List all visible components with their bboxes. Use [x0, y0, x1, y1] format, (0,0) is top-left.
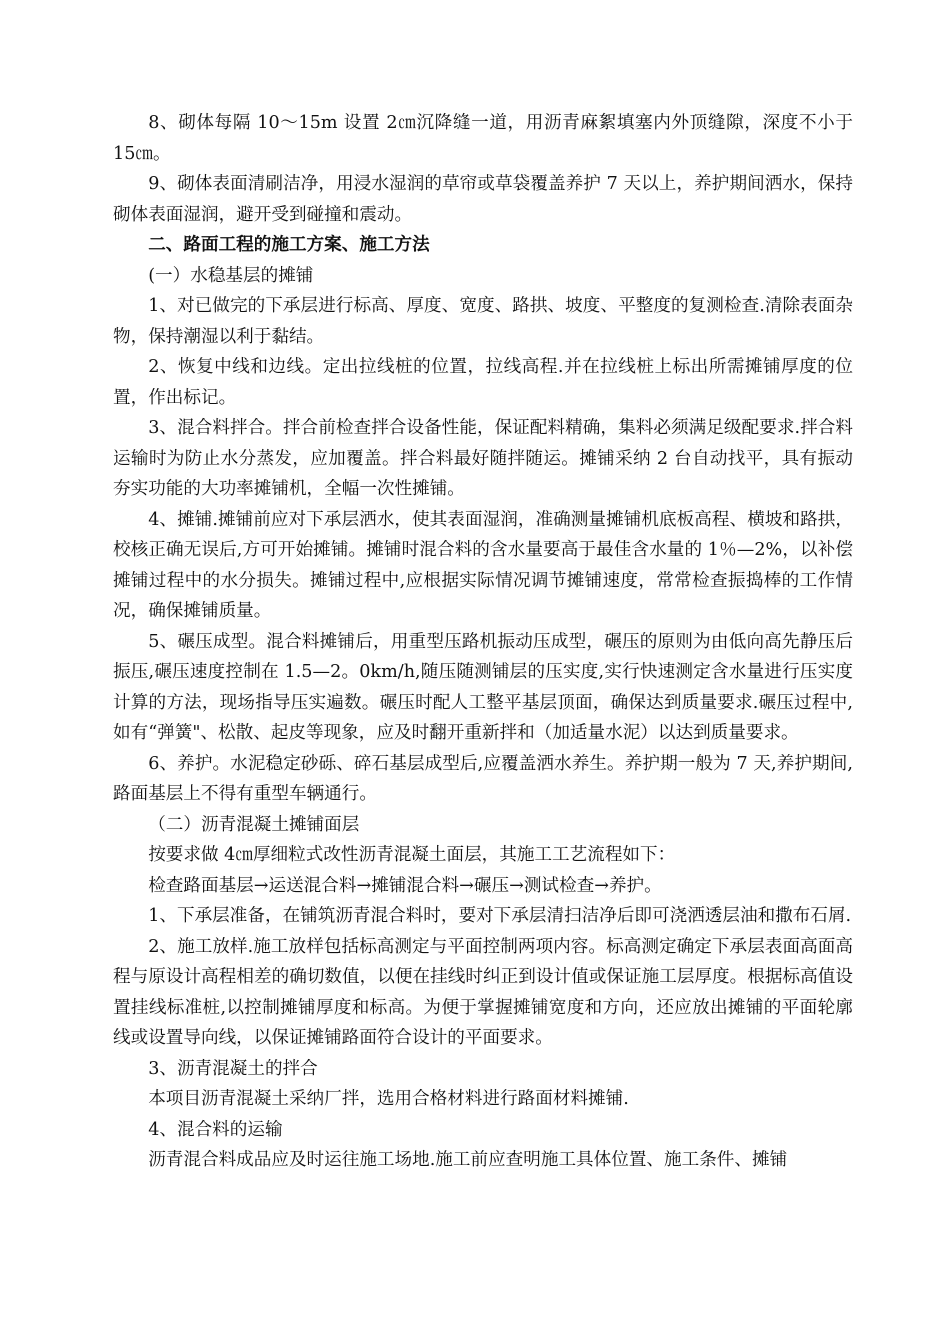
- paragraph-item-9: 9、砌体表面清刷洁净，用浸水湿润的草帘或草袋覆盖养护 7 天以上，养护期间洒水，保持砌体表面湿润，避开受到碰撞和震动。: [113, 174, 853, 225]
- paragraph-base-3: 3、混合料拌合。拌合前检查拌合设备性能，保证配料精确，集料必须满足级配要求.拌合料运输时为防止水分蒸发，应加覆盖。拌合料最好随拌随运。摊铺采纳 2 台自动找平，具有振动夯实功能的大功率摊铺机，全幅一次性摊铺。: [113, 418, 853, 499]
- paragraph-item-8: 8、砌体每隔 10～15m 设置 2㎝沉降缝一道，用沥青麻絮填塞内外顶缝隙，深度不小于 15㎝。: [113, 113, 853, 164]
- paragraph-process-flow: 检查路面基层→运送混合料→摊铺混合料→碾压→测试检查→养护。: [148, 875, 662, 896]
- paragraph-base-1: 1、对已做完的下承层进行标高、厚度、宽度、路拱、坡度、平整度的复测检查.清除表面杂物，保持潮湿以利于黏结。: [113, 296, 853, 347]
- document-page: [113, 108, 853, 1176]
- paragraph-base-2: 2、恢复中线和边线。定出拉线桩的位置，拉线高程.并在拉线桩上标出所需摊铺厚度的位置，作出标记。: [113, 357, 853, 408]
- paragraph-asphalt-3-body: 本项目沥青混凝土采纳厂拌，选用合格材料进行路面材料摊铺.: [148, 1089, 629, 1109]
- paragraph-asphalt-4-body: 沥青混合料成品应及时运往施工场地.施工前应查明施工具体位置、施工条件、摊铺: [148, 1150, 788, 1170]
- paragraph-asphalt-1: 1、下承层准备，在铺筑沥青混合料时，要对下承层清扫洁净后即可浇洒透层油和撒布石屑.: [148, 906, 852, 926]
- paragraph-base-4: 4、摊铺.摊铺前应对下承层洒水，使其表面湿润，准确测量摊铺机底板高程、横坡和路拱，校核正确无误后,方可开始摊铺。摊铺时混合料的含水量要高于最佳含水量的 1％—2%，以补偿摊铺过程中的水分损失。摊铺过程中,应根据实际情况调节摊铺速度，常常检查振捣棒的工作情况，确保摊铺质量。: [113, 509, 853, 621]
- paragraph-asphalt-4-heading: 4、混合料的运输: [148, 1119, 283, 1140]
- subsection-heading-base-layer: (一）水稳基层的摊铺: [148, 265, 314, 286]
- paragraph-asphalt-intro: 按要求做 4㎝厚细粒式改性沥青混凝土面层，其施工工艺流程如下：: [148, 845, 676, 865]
- subsection-heading-asphalt: （二）沥青混凝土摊铺面层: [148, 814, 360, 835]
- paragraph-base-6: 6、养护。水泥稳定砂砾、碎石基层成型后,应覆盖洒水养生。养护期一般为 7 天,养护期间,路面基层上不得有重型车辆通行。: [113, 753, 853, 804]
- paragraph-base-5: 5、碾压成型。混合料摊铺后，用重型压路机振动压成型，碾压的原则为由低向高先静压后振压,碾压速度控制在 1.5—2。0km/h,随压随测铺层的压实度,实行快速测定含水量进行压实度计算的方法，现场指导压实遍数。碾压时配人工整平基层顶面，确保达到质量要求.碾压过程中,如有“弹簧"、松散、起皮等现象，应及时翻开重新拌和（加适量水泥）以达到质量要求。: [113, 631, 853, 743]
- paragraph-asphalt-2: 2、施工放样.施工放样包括标高测定与平面控制两项内容。标高测定确定下承层表面高面高程与原设计高程相差的确切数值，以便在挂线时纠正到设计值或保证施工层厚度。根据标高值设置挂线标准桩,以控制摊铺厚度和标高。为便于掌握摊铺宽度和方向，还应放出摊铺的平面轮廓线或设置导向线，以保证摊铺路面符合设计的平面要求。: [113, 936, 853, 1048]
- section-heading-pavement: 二、路面工程的施工方案、施工方法: [148, 234, 430, 255]
- paragraph-asphalt-3-heading: 3、沥青混凝土的拌合: [148, 1058, 318, 1079]
